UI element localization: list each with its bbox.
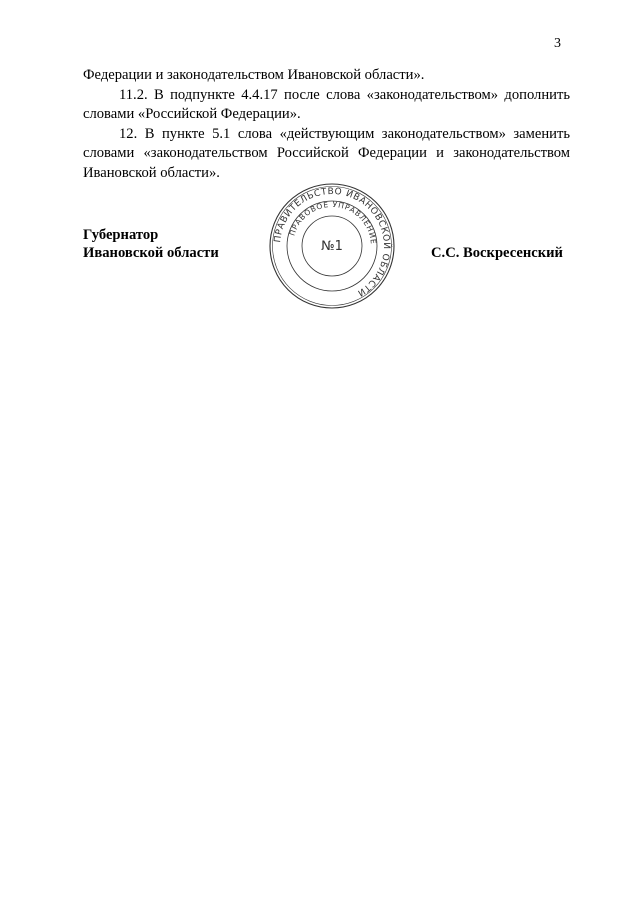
paragraph-11-2: 11.2. В подпункте 4.4.17 после слова «законодательством» дополнить словами «Российской Федерации». [83,86,570,122]
seal-outer-text: ПРАВИТЕЛЬСТВО ИВАНОВСКОЙ ОБЛАСТИ [273,186,392,298]
paragraph-continuation: Федерации и законодательством Ивановской области». [83,67,425,83]
seal-number: №1 [321,239,343,254]
document-body [83,66,570,183]
signatory-name: С.С. Воскресенский [431,245,563,261]
signatory-position-line1: Губернатор [83,227,159,243]
signatory-position-line2: Ивановской области [83,245,219,261]
seal-stamp [268,182,396,310]
seal-inner-text: ПРАВОВОЕ УПРАВЛЕНИЕ [287,199,379,245]
page-number: 3 [554,36,561,51]
paragraph-12: 12. В пункте 5.1 слова «действующим законодательством» заменить словами «законодательством Российской Федерации и законодательством Ивановской области». [83,125,570,181]
signatory-position [83,226,219,262]
